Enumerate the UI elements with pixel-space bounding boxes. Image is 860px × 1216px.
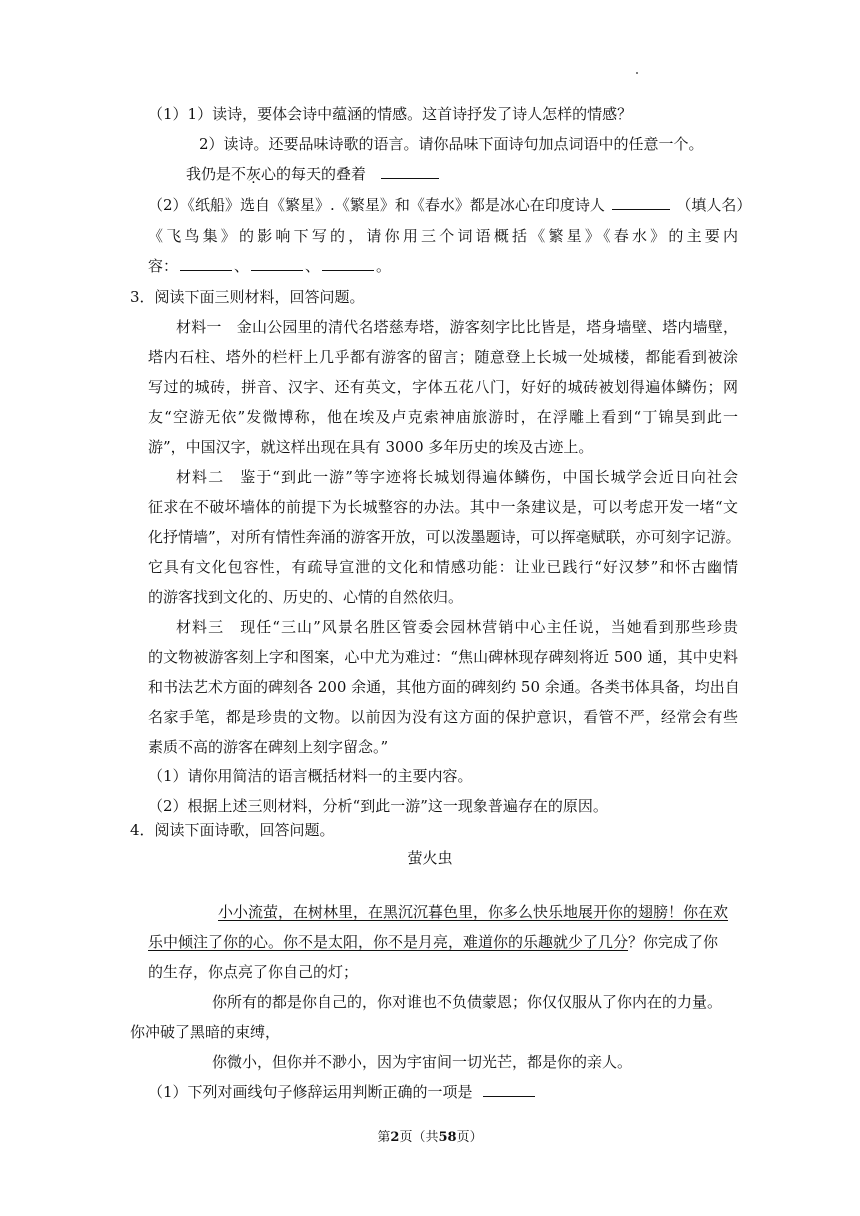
poem-line-pre: 我仍是 — [186, 165, 232, 183]
footer-pre: 第 — [377, 1130, 391, 1145]
q2-sub1-2: 2）读诗。还要品味诗歌的语言。请你品味下面诗句加点词语中的任意一个。 — [199, 135, 704, 153]
footer-post: 页） — [456, 1130, 483, 1145]
q3-material3-line: 和书法艺术方面的碑刻各 200 余通，其他方面的碑刻约 50 余通。各类书体具备，均出自 — [148, 678, 740, 696]
q3-sub2: （2）根据上述三则材料，分析“到此一游”这一现象普遍存在的原因。 — [148, 797, 608, 815]
q4-sub1 — [148, 1080, 738, 1104]
poem-line-emphasized: 不灰心 — [231, 165, 277, 183]
q4-heading: 4．阅读下面诗歌，回答问题。 — [130, 821, 335, 839]
q2-sub1-1: （1）1）读诗，要体会诗中蕴涵的情感。这首诗抒发了诗人怎样的情感？ — [148, 105, 633, 123]
footer-mid: 页（共 — [399, 1130, 439, 1145]
period: 。 — [376, 257, 392, 275]
separator: 、 — [305, 257, 321, 275]
poem-p1-line3: 的生存，你点亮了你自己的灯； — [148, 963, 359, 981]
q3-material1-line: 塔内石柱、塔外的栏杆上几乎都有游客的留言；随意登上长城一处城楼，都能看到被涂 — [148, 348, 738, 366]
answer-blank[interactable] — [180, 254, 232, 271]
q3-material3-line: 材料三 现任“三山”风景名胜区管委会园林营销中心主任说，当她看到那些珍贵 — [176, 618, 738, 636]
q3-heading: 3．阅读下面三则材料，回答问题。 — [130, 288, 365, 306]
q3-material1-line: 写过的城砖，拼音、汉字、还有英文，字体五花八门，好好的城砖被划得遍体鳞伤；网 — [148, 378, 738, 396]
q2-sub2-c-pre: 容： — [148, 257, 179, 275]
scan-dot — [636, 72, 638, 74]
answer-blank[interactable] — [322, 254, 374, 271]
underlined-sentence: 小小流萤，在树林里，在黑沉沉暮色里，你多么快乐地展开你的翅膀！你在欢 — [218, 903, 729, 921]
q3-material2-line: 材料二 鉴于“到此一游”等字迹将长城划得遍体鳞伤，中国长城学会近日向社会 — [176, 468, 738, 486]
q3-material3-line: 素质不高的游客在碑刻上刻字留念。” — [148, 738, 389, 756]
q3-material2-line: 的游客找到文化的、历史的、心情的自然依归。 — [148, 588, 464, 606]
answer-blank[interactable] — [612, 193, 670, 210]
poem-p2-line2: 你冲破了黑暗的束缚， — [130, 1023, 281, 1041]
poem-p2-line1: 你所有的都是你自己的，你对谁也不负债蒙恩；你仅仅服从了你内在的力量。 — [212, 993, 723, 1011]
q2-sub2-line3 — [148, 254, 738, 278]
poem-line-post: 的每天的叠着 — [276, 165, 367, 183]
poem-p3-line1: 你微小，但你并不渺小，因为宇宙间一切光芒，都是你的亲人。 — [212, 1053, 633, 1071]
q3-material3-line: 名家手笔，都是珍贵的文物。以前因为没有这方面的保护意识，看管不严，经常会有些 — [148, 708, 738, 726]
underlined-sentence: 乐中倾注了你的心。你不是太阳，你不是月亮，难道你的乐趣就少了几分 — [148, 933, 629, 951]
poem-p1-line2 — [148, 930, 738, 954]
poem-p1-line1 — [218, 900, 738, 924]
poem-p1-tail: ？你完成了你 — [628, 933, 719, 951]
page-total: 58 — [438, 1130, 457, 1145]
q2-sub2-text: （2）《纸船》选自《繁星》.《繁星》和《春水》都是冰心在印度诗人 — [148, 196, 605, 214]
q2-poem-line — [186, 162, 776, 186]
poem-title: 萤火虫 — [407, 849, 453, 867]
answer-blank[interactable] — [483, 1080, 535, 1097]
separator: 、 — [234, 257, 250, 275]
q4-sub1-text: （1）下列对画线句子修辞运用判断正确的一项是 — [148, 1083, 473, 1101]
q2-sub2-tail: （填人名） — [676, 196, 752, 214]
q2-sub2-line2: 《飞鸟集》的影响下写的，请你用三个词语概括《繁星》《春水》的主要内 — [148, 227, 738, 245]
q3-material2-line: 征求在不破坏墙体的前提下为长城整容的办法。其中一条建议是，可以考虑开发一堵“文 — [148, 498, 738, 516]
q2-sub2-line1 — [148, 193, 752, 217]
q3-material2-line: 它具有文化包容性，有疏导宣泄的文化和情感功能：让业已践行“好汉梦”和怀古幽情 — [148, 558, 738, 576]
q3-sub1: （1）请你用简洁的语言概括材料一的主要内容。 — [148, 767, 473, 785]
q3-material2-line: 化抒情墙”，对所有情性奔涌的游客开放，可以泼墨题诗，可以挥毫赋联，亦可刻字记游。 — [148, 528, 741, 546]
answer-blank[interactable] — [251, 254, 303, 271]
q3-material1-line: 友“空游无依”发微博称，他在埃及卢克索神庙旅游时，在浮雕上看到“丁锦昊到此一 — [148, 408, 738, 426]
page-number: 2 — [390, 1130, 400, 1145]
q3-material3-line: 的文物被游客刻上字和图案，心中尤为难过：“焦山碑林现存碑刻将近 500 通，其中史料 — [148, 648, 738, 666]
q3-material1-line: 材料一 金山公园里的清代名塔慈寿塔，游客刻字比比皆是，塔身墙壁、塔内墙壁， — [176, 318, 738, 336]
q3-material1-line: 游”，中国汉字，就这样出现在具有 3000 多年历史的埃及古迹上。 — [148, 438, 594, 456]
answer-blank[interactable] — [381, 162, 439, 179]
page-footer — [0, 1128, 860, 1148]
